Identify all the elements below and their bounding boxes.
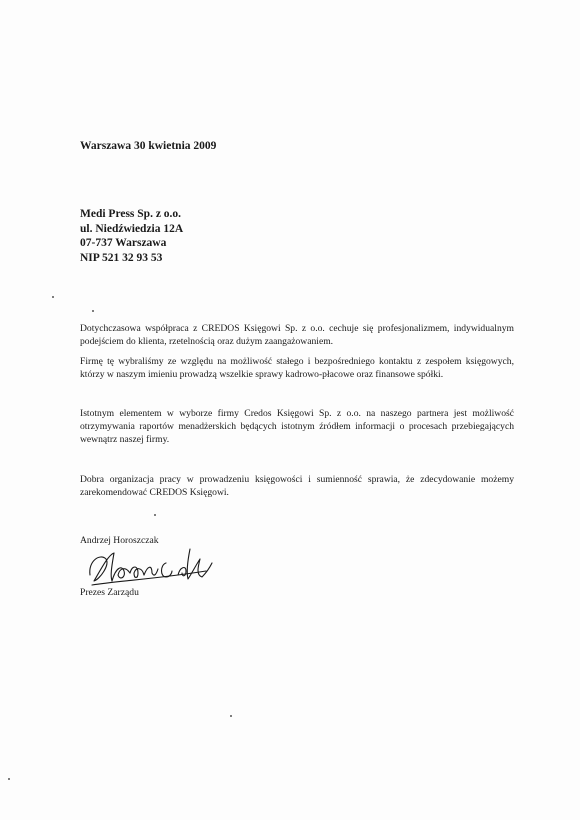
letter-date: Warszawa 30 kwietnia 2009 xyxy=(80,140,217,152)
recipient-street: ul. Niedźwiedzia 12A xyxy=(80,222,184,235)
scan-speck xyxy=(92,310,94,312)
recipient-nip: NIP 521 32 93 53 xyxy=(80,251,163,264)
recipient-name: Medi Press Sp. z o.o. xyxy=(80,208,182,220)
scan-speck xyxy=(8,778,10,780)
paragraph-2: Firmę tę wybraliśmy ze względu na możliwość stałego i bezpośredniego kontaktu z zespołem księgowych, którzy w naszym imieniu prowadzą wszelkie sprawy kadrowo-płacowe oraz finansowe spółki. xyxy=(80,356,514,380)
handwritten-signature xyxy=(86,545,216,591)
scan-speck xyxy=(154,514,156,516)
recipient-address xyxy=(80,207,183,265)
scan-speck xyxy=(230,715,232,717)
recipient-city: 07-737 Warszawa xyxy=(80,237,167,249)
scan-speck xyxy=(52,296,54,298)
paragraph-4: Dobra organizacja pracy w prowadzeniu księgowości i sumienność sprawia, że zdecydowanie możemy zarekomendować CREDOS Księgowi. xyxy=(80,474,514,498)
paragraph-1: Dotychczasowa współpraca z CREDOS Księgowi Sp. z o.o. cechuje się profesjonalizmem, indywidualnym podejściem do klienta, rzetelnością oraz dużym zaangażowaniem. xyxy=(80,323,514,347)
signer-role: Prezes Zarządu xyxy=(80,587,139,598)
paragraph-3: Istotnym elementem w wyborze firmy Credos Księgowi Sp. z o.o. na naszego partnera jest możliwość otrzymywania raportów menadżerskich będących istotnym źródłem informacji o procesach przebiegających wewnątrz naszej firmy. xyxy=(80,408,514,445)
signer-name: Andrzej Horoszczak xyxy=(80,535,159,546)
